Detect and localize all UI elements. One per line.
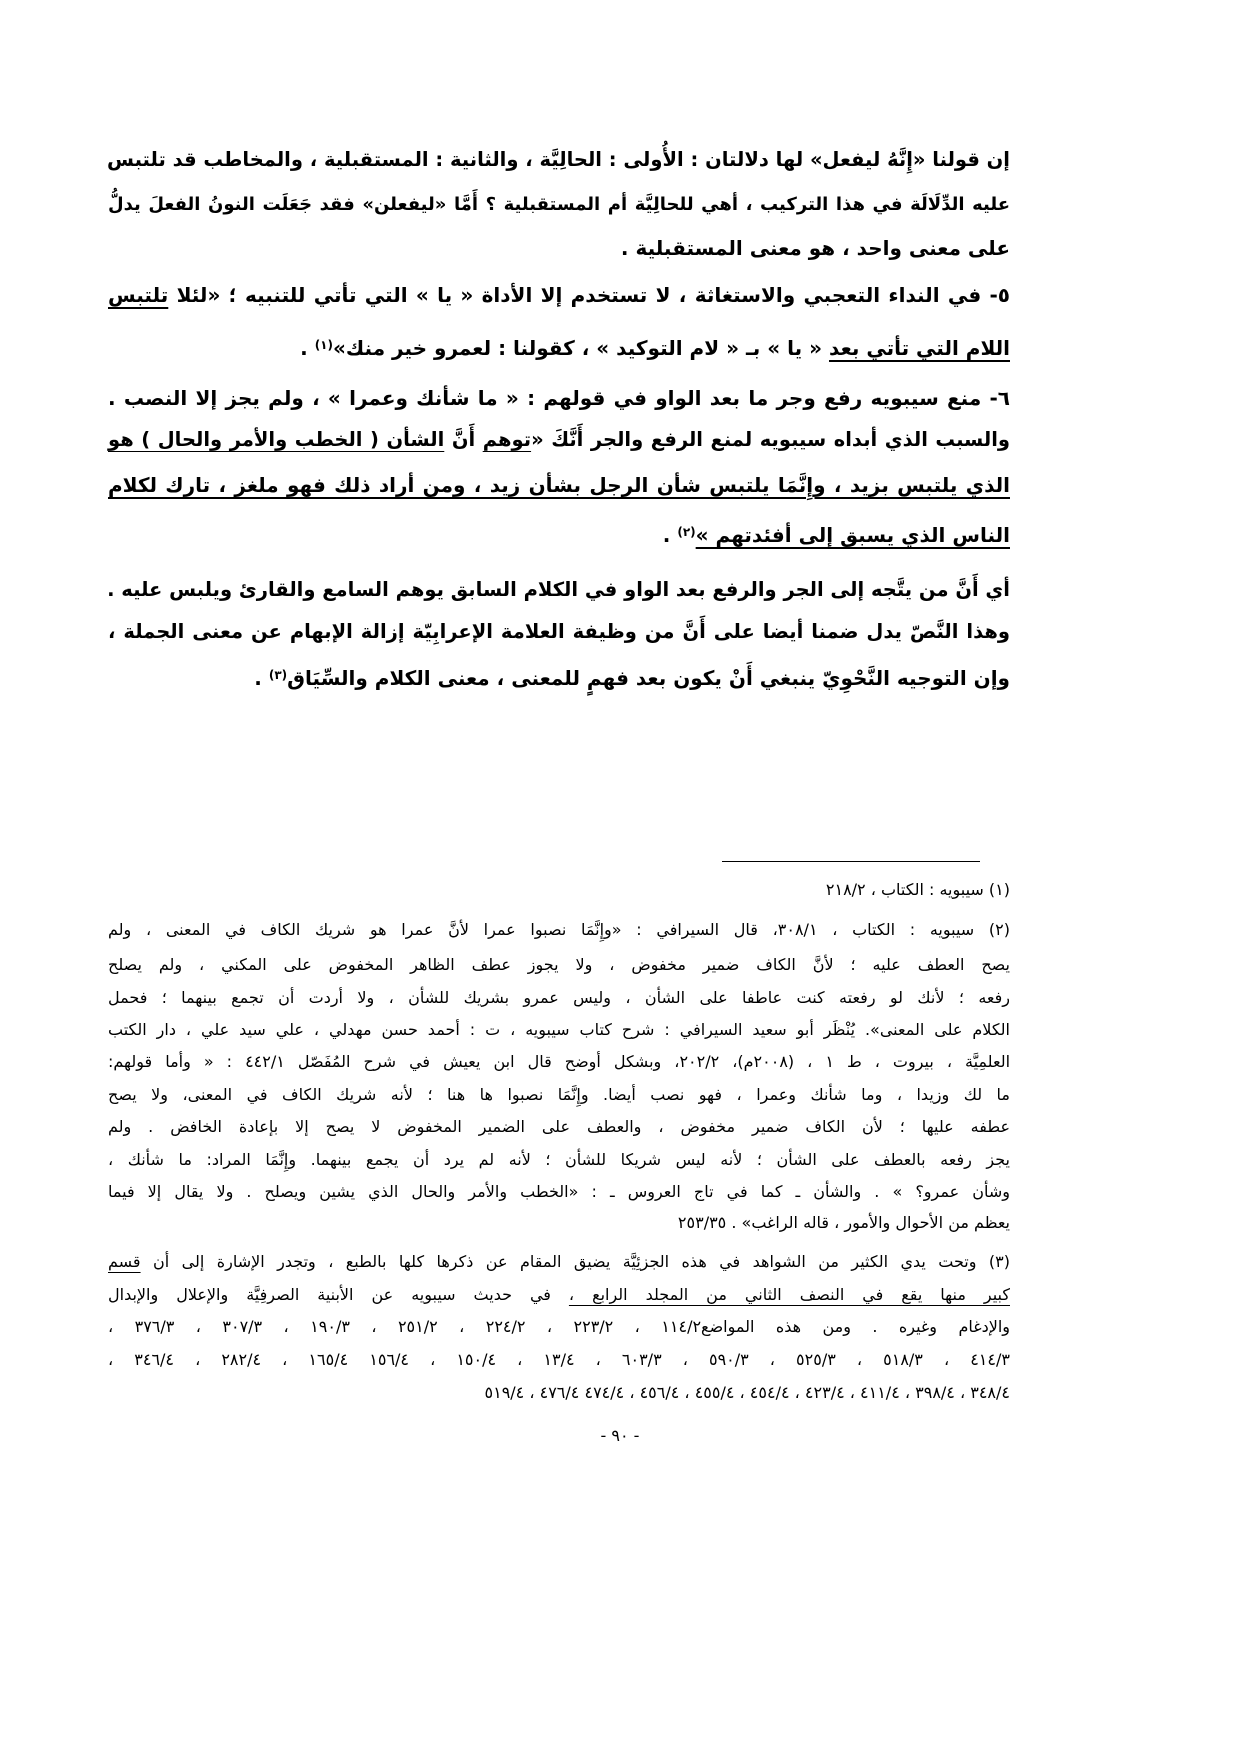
footnote-line bbox=[108, 1246, 1010, 1278]
footnote-line bbox=[108, 949, 1010, 981]
text-segment: العلمِيَّة ، بيروت ، ط ١ ، (٢٠٠٨م)، ٢٠٢/٢، وبشكل أوضح قال ابن يعيش في شرح المُفَصّل ٤٤٢/١ : « وأما قولهم: bbox=[108, 1052, 1011, 1071]
body-line bbox=[108, 185, 1010, 225]
text-segment: الكلام على المعنى». يُنْظَر أبو سعيد السيرافي : شرح كتاب سيبويه ، ت : أحمد حسن مهدلي ، علي سيد علي ، دار الكتب bbox=[108, 1020, 1010, 1039]
text-segment: ٣٤٨/٤ ، ٣٩٨/٤ ، ٤١١/٤ ، ٤٢٣/٤ ، ٤٥٤/٤ ، ٤٥٥/٤ ، ٤٥٦/٤ ، ٤٧٤/٤ ٤٧٦/٤ ، ٥١٩/٤ bbox=[484, 1383, 1010, 1402]
text-segment: على معنى واحد ، هو معنى المستقبلية . bbox=[620, 236, 1010, 260]
footnote-separator bbox=[722, 861, 980, 862]
footnote-line bbox=[108, 1207, 1010, 1239]
footnote-line bbox=[108, 1111, 1010, 1143]
body-line bbox=[108, 378, 1010, 418]
body-line bbox=[108, 465, 1010, 505]
text-segment: كبير منها يقع في النصف الثاني من المجلد الرابع ، bbox=[568, 1285, 1010, 1304]
footnote-line bbox=[108, 1144, 1010, 1176]
text-segment: ٥- في النداء التعجبي والاستغاثة ، لا تستخدم إلا الأداة « يا » التي تأتي للتنبيه ؛ «لئلا bbox=[168, 283, 1010, 307]
footnote-line bbox=[108, 874, 1010, 906]
footnote-line bbox=[108, 1079, 1010, 1111]
text-segment: الشأن ( الخطب والأمر والحال ) هو bbox=[108, 428, 445, 451]
body-line bbox=[108, 515, 1010, 555]
text-segment: « يا » بـ « لام التوكيد » ، كقولنا : لعمرو خير منك» bbox=[332, 336, 830, 360]
text-segment: يعظم من الأحوال والأمور ، قاله الراغب» . ٢٥٣/٣٥ bbox=[677, 1213, 1010, 1232]
text-segment: . bbox=[662, 523, 678, 547]
footnote-ref: (١) bbox=[314, 338, 333, 352]
text-segment: ٤١٤/٣ ، ٥١٨/٣ ، ٥٢٥/٣ ، ٥٩٠/٣ ، ٦٠٣/٣ ، ١٣/٤ ، ١٥٠/٤ ، ١٥٦/٤ ١٦٥/٤ ، ٢٨٢/٤ ، ٣٤٦/٤ ، bbox=[108, 1350, 1010, 1369]
text-segment: يصح العطف عليه ؛ لأنَّ الكاف ضمير مخفوض ، ولا يجوز عطف الظاهر المخفوض على المكني ، ولم يصلح bbox=[108, 955, 1010, 974]
page-number: - ٩٠ - bbox=[600, 1426, 640, 1445]
text-segment: ٦- منع سيبويه رفع وجر ما بعد الواو في قولهم : « ما شأنك وعمرا » ، ولم يجز إلا النصب . bbox=[108, 386, 1010, 410]
text-segment: توهم bbox=[482, 428, 532, 451]
footnote-line bbox=[108, 982, 1010, 1014]
footnote-line bbox=[108, 1279, 1010, 1311]
text-segment: أَنَّ bbox=[444, 428, 483, 451]
text-segment: تلتبس bbox=[108, 283, 169, 307]
text-segment: (٣) وتحت يدي الكثير من الشواهد في هذه الجزئِيَّة يضيق المقام عن ذكرها كلها بالطبع ، وتجدر الإشارة إلى أن bbox=[140, 1252, 1010, 1271]
footnote-line bbox=[108, 1377, 1010, 1409]
footnote-line bbox=[108, 1176, 1010, 1208]
body-line bbox=[108, 658, 1010, 698]
body-line bbox=[108, 420, 1010, 460]
text-segment: وهذا النَّصّ يدل ضمنا أيضا على أَنَّ من وظيفة العلامة الإعرابِيّة إزالة الإبهام عن معنى الجملة ، bbox=[108, 620, 1010, 643]
body-line bbox=[108, 570, 1010, 610]
text-segment: ما لك وزيدا ، وما شأنك وعمرا ، فهو نصب أيضا. وإِنَّمَا نصبوا ها هنا ؛ لأنه شريك الكاف في المعنى، ولا يصح bbox=[108, 1085, 1010, 1104]
text-segment: في حديث سيبويه عن الأبنية الصرفِيَّة والإعلال والإبدال bbox=[108, 1285, 569, 1304]
footnote-ref: (٣) bbox=[268, 668, 288, 682]
footnote-line bbox=[108, 1014, 1010, 1046]
body-line bbox=[108, 228, 1010, 268]
footnote-line bbox=[108, 1311, 1010, 1343]
footnote-line bbox=[108, 1344, 1010, 1376]
text-segment: والسبب الذي أبداه سيبويه لمنع الرفع والجر أَنَّكَ « bbox=[531, 428, 1010, 451]
text-segment: اللام التي تأتي بعد bbox=[829, 336, 1010, 360]
text-segment: أي أَنَّ من يتَّجه إلى الجر والرفع بعد الواو في الكلام السابق يوهم السامع والقارئ ويلبس عليه . bbox=[107, 578, 1010, 601]
text-segment: رفعه ؛ لأنك لو رفعته كنت عاطفا على الشأن ، وليس عمرو بشريك للشأن ، ولا أردت أن تجمع بينهما ؛ فحمل bbox=[108, 988, 1010, 1007]
body-line bbox=[108, 612, 1010, 652]
text-segment: (١) سيبويه : الكتاب ، ٢١٨/٢ bbox=[825, 880, 1010, 899]
text-segment: (٢) سيبويه : الكتاب ، ٣٠٨/١، قال السيرافي : «وإِنَّمَا نصبوا عمرا لأنَّ عمرا هو شريك الكاف في المعنى ، ولم bbox=[108, 920, 1010, 939]
text-segment: . bbox=[300, 336, 315, 360]
footnote-line bbox=[108, 1046, 1010, 1078]
text-segment: يجز رفعه بالعطف على الشأن ؛ لأنه ليس شريكا للشأن ؛ لأنه لم يرد أن يجمع بينهما. وإِنَّمَا المراد: ما شأنك ، bbox=[108, 1150, 1010, 1169]
text-segment: وإن التوجيه النَّحْوِيّ ينبغي أَنْ يكون بعد فهمٍ للمعنى ، معنى الكلام والسِّيَاق bbox=[287, 666, 1010, 690]
text-segment: عطفه عليها ؛ لأن الكاف ضمير مخفوض ، والعطف على الضمير المخفوض لا يصح إلا بإعادة الخافض . ولم bbox=[108, 1117, 1010, 1136]
text-segment: الذي يلتبس بزيد ، وإِنَّمَا يلتبس شأن الرجل بشأن زيد ، ومن أراد ذلك فهو ملغز ، تارك لكلام bbox=[108, 473, 1010, 497]
text-segment: . bbox=[254, 666, 269, 690]
body-line bbox=[108, 140, 1010, 180]
text-segment: وشأن عمرو؟ » . والشأن ـ كما في تاج العروس ـ : «الخطب والأمر والحال الذي يشين ويصلح . ولا يقال إلا فيما bbox=[108, 1182, 1010, 1201]
footnote-line bbox=[108, 914, 1010, 946]
text-segment: والإدغام وغيره . ومن هذه المواضع١١٤/٢ ، ٢٢٣/٢ ، ٢٢٤/٢ ، ٢٥١/٢ ، ١٩٠/٣ ، ٣٠٧/٣ ، ٣٧٦/٣ ، bbox=[108, 1317, 1011, 1336]
text-segment: إن قولنا «إِنَّهُ ليفعل» لها دلالتان : الأُولى : الحالِيَّة ، والثانية : المستقبلية ، والمخاطب قد تلتبس bbox=[107, 148, 1010, 171]
body-line bbox=[108, 275, 1010, 315]
footnote-ref: (٢) bbox=[677, 525, 696, 539]
text-segment: الناس الذي يسبق إلى أفئدتهم » bbox=[695, 523, 1010, 547]
body-line bbox=[108, 328, 1010, 368]
text-segment: عليه الدِّلَالَة في هذا التركيب ، أهي للحالِيَّة أم المستقبلية ؟ أَمَّا «ليفعلن» فقد جَعَلَت النونُ الفعلَ يدلُّ bbox=[108, 194, 1010, 215]
text-segment: قسم bbox=[108, 1252, 141, 1271]
